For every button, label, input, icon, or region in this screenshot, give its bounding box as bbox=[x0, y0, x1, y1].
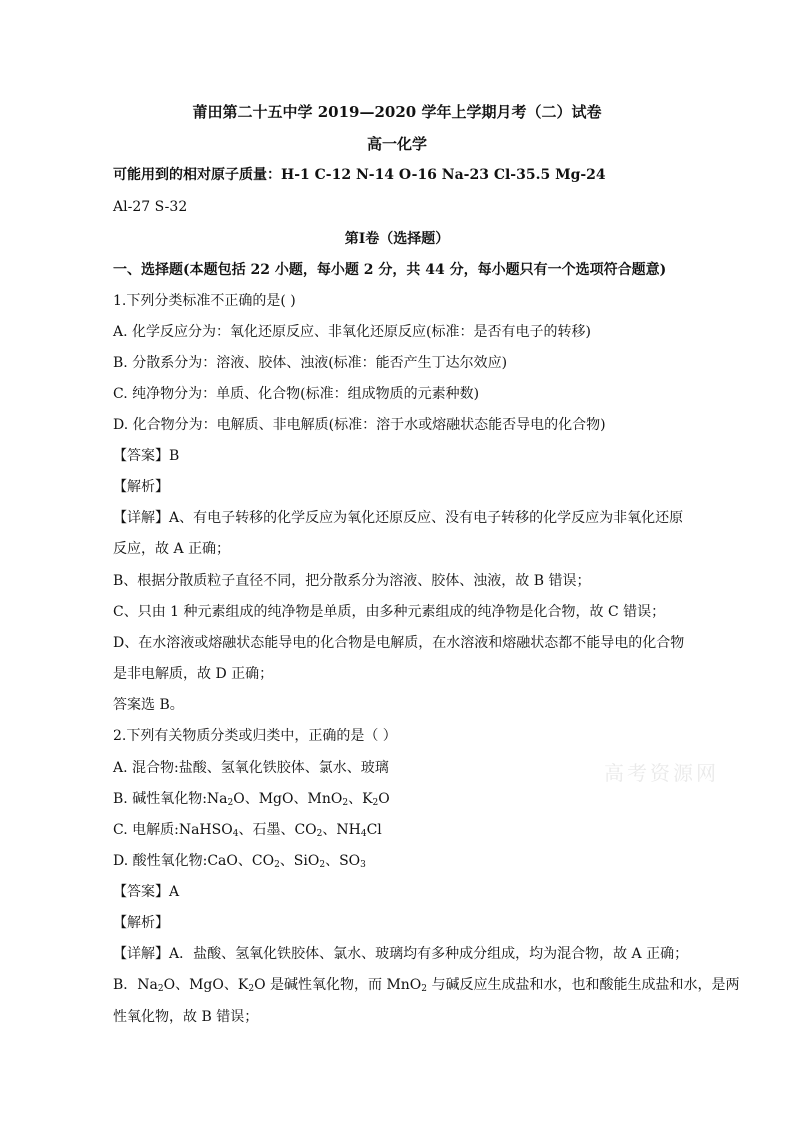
question-2-option-d: D. 酸性氧化物:CaO、$CO_2$、SiO$_2$、$SO_3$ bbox=[113, 853, 366, 870]
atomic-mass-line-1: 可能用到的相对原子质量：H-1 C-12 N-14 O-16 Na-23 Cl-35.5 Mg-24 bbox=[113, 167, 606, 183]
question-2-option-b: B. 碱性氧化物$:Na_2O$、MgO、MnO$_2$、$K_2O$ bbox=[113, 791, 390, 808]
question-1-answer: 【答案】B bbox=[113, 448, 180, 464]
question-1-option-d: D. 化合物分为：电解质、非电解质(标准：溶于水或熔融状态能否导电的化合物) bbox=[113, 417, 606, 433]
atomic-mass-line-2: Al-27 S-32 bbox=[113, 199, 188, 215]
question-1-analysis-label: 【解析】 bbox=[113, 479, 169, 495]
question-2-option-a: A. 混合物:盐酸、氢氧化铁胶体、氯水、玻璃 bbox=[113, 760, 389, 776]
question-2-analysis-label: 【解析】 bbox=[113, 915, 169, 931]
question-2-detail-2: B．$Na_2O$、MgO、$K_2O$ 是碱性氧化物，而 MnO$_2$ 与碱反应生成盐和水，也和酸能生成盐和水，是两 bbox=[113, 977, 740, 994]
question-1-detail-5: D、在水溶液或熔融状态能导电的化合物是电解质，在水溶液和熔融状态都不能导电的化合物 bbox=[113, 635, 685, 651]
question-1-detail-2: 反应，故 A 正确； bbox=[113, 541, 231, 557]
question-2-detail-3: 性氧化物，故 B 错误； bbox=[113, 1009, 259, 1025]
question-1-detail-4: C、只由 1 种元素组成的纯净物是单质，由多种元素组成的纯净物是化合物，故 C 错误； bbox=[113, 604, 666, 620]
question-2-detail-1: 【详解】A．盐酸、氢氧化铁胶体、氯水、玻璃均有多种成分组成，均为混合物，故 A 正确； bbox=[113, 946, 689, 962]
question-1-option-a: A. 化学反应分为：氧化还原反应、非氧化还原反应(标准：是否有电子的转移) bbox=[113, 324, 591, 340]
question-1-conclusion: 答案选 B。 bbox=[113, 697, 184, 713]
question-1-option-b: B. 分散系分为：溶液、胶体、浊液(标准：能否产生丁达尔效应) bbox=[113, 355, 508, 371]
exam-subject: 高一化学 bbox=[366, 135, 427, 153]
question-1-option-c: C. 纯净物分为：单质、化合物(标准：组成物质的元素种数) bbox=[113, 386, 480, 402]
question-1-detail-6: 是非电解质，故 D 正确； bbox=[113, 666, 274, 682]
watermark-logo: 高考资源网 bbox=[604, 761, 719, 785]
question-1-detail-3: B、根据分散质粒子直径不同，把分散系分为溶液、胶体、浊液，故 B 错误； bbox=[113, 573, 591, 589]
section-instructions: 一、选择题(本题包括 22 小题，每小题 2 分，共 44 分，每小题只有一个选项符合题意) bbox=[113, 262, 667, 278]
question-2-option-c: C. 电解质:NaHSO$_4$、石墨、$CO_2$、$NH_4Cl$ bbox=[113, 822, 382, 839]
question-2-stem: 2.下列有关物质分类或归类中，正确的是（ ） bbox=[113, 728, 397, 744]
question-1-detail-1: 【详解】A、有电子转移的化学反应为氧化还原反应、没有电子转移的化学反应为非氧化还原 bbox=[113, 510, 684, 526]
exam-title: 莆田第二十五中学 2019—2020 学年上学期月考（二）试卷 bbox=[192, 103, 602, 121]
question-1-stem: 1.下列分类标准不正确的是( ) bbox=[113, 293, 296, 309]
question-2-answer: 【答案】A bbox=[113, 884, 180, 900]
volume-title: 第Ⅰ卷（选择题） bbox=[344, 231, 450, 247]
